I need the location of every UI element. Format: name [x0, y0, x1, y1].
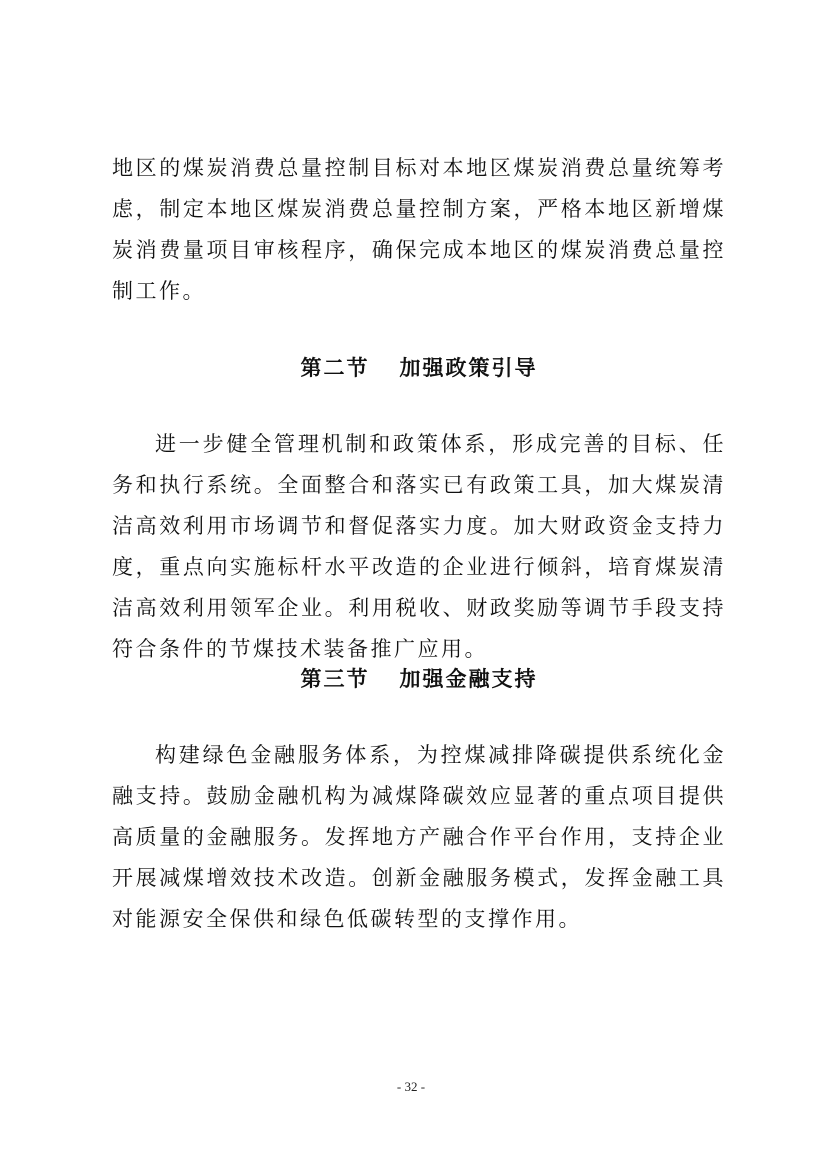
section-heading-2	[112, 347, 726, 388]
section-title: 加强政策引导	[399, 355, 538, 380]
page-number: - 32 -	[396, 1079, 426, 1094]
paragraph-policy-guidance: 进一步健全管理机制和政策体系，形成完善的目标、任务和执行系统。全面整合和落实已有政策工具，加大煤炭清洁高效利用市场调节和督促落实力度。加大财政资金支持力度，重点向实施标杆水平改造的企业进行倾斜，培育煤炭清洁高效利用领军企业。利用税收、财政奖励等调节手段支持符合条件的节煤技术装备推广应用。	[112, 432, 726, 661]
section-heading-3	[112, 658, 726, 699]
paragraph-continuation: 地区的煤炭消费总量控制目标对本地区煤炭消费总量统筹考虑，制定本地区煤炭消费总量控制方案，严格本地区新增煤炭消费量项目审核程序，确保完成本地区的煤炭消费总量控制工作。	[112, 156, 726, 303]
section-number: 第三节	[300, 666, 370, 691]
section-number: 第二节	[300, 355, 370, 380]
section-title: 加强金融支持	[399, 666, 538, 691]
paragraph-financial-support: 构建绿色金融服务体系，为控煤减排降碳提供系统化金融支持。鼓励金融机构为减煤降碳效应显著的重点项目提供高质量的金融服务。发挥地方产融合作平台作用，支持企业开展减煤增效技术改造。创新金融服务模式，发挥金融工具对能源安全保供和绿色低碳转型的支撑作用。	[112, 743, 726, 931]
